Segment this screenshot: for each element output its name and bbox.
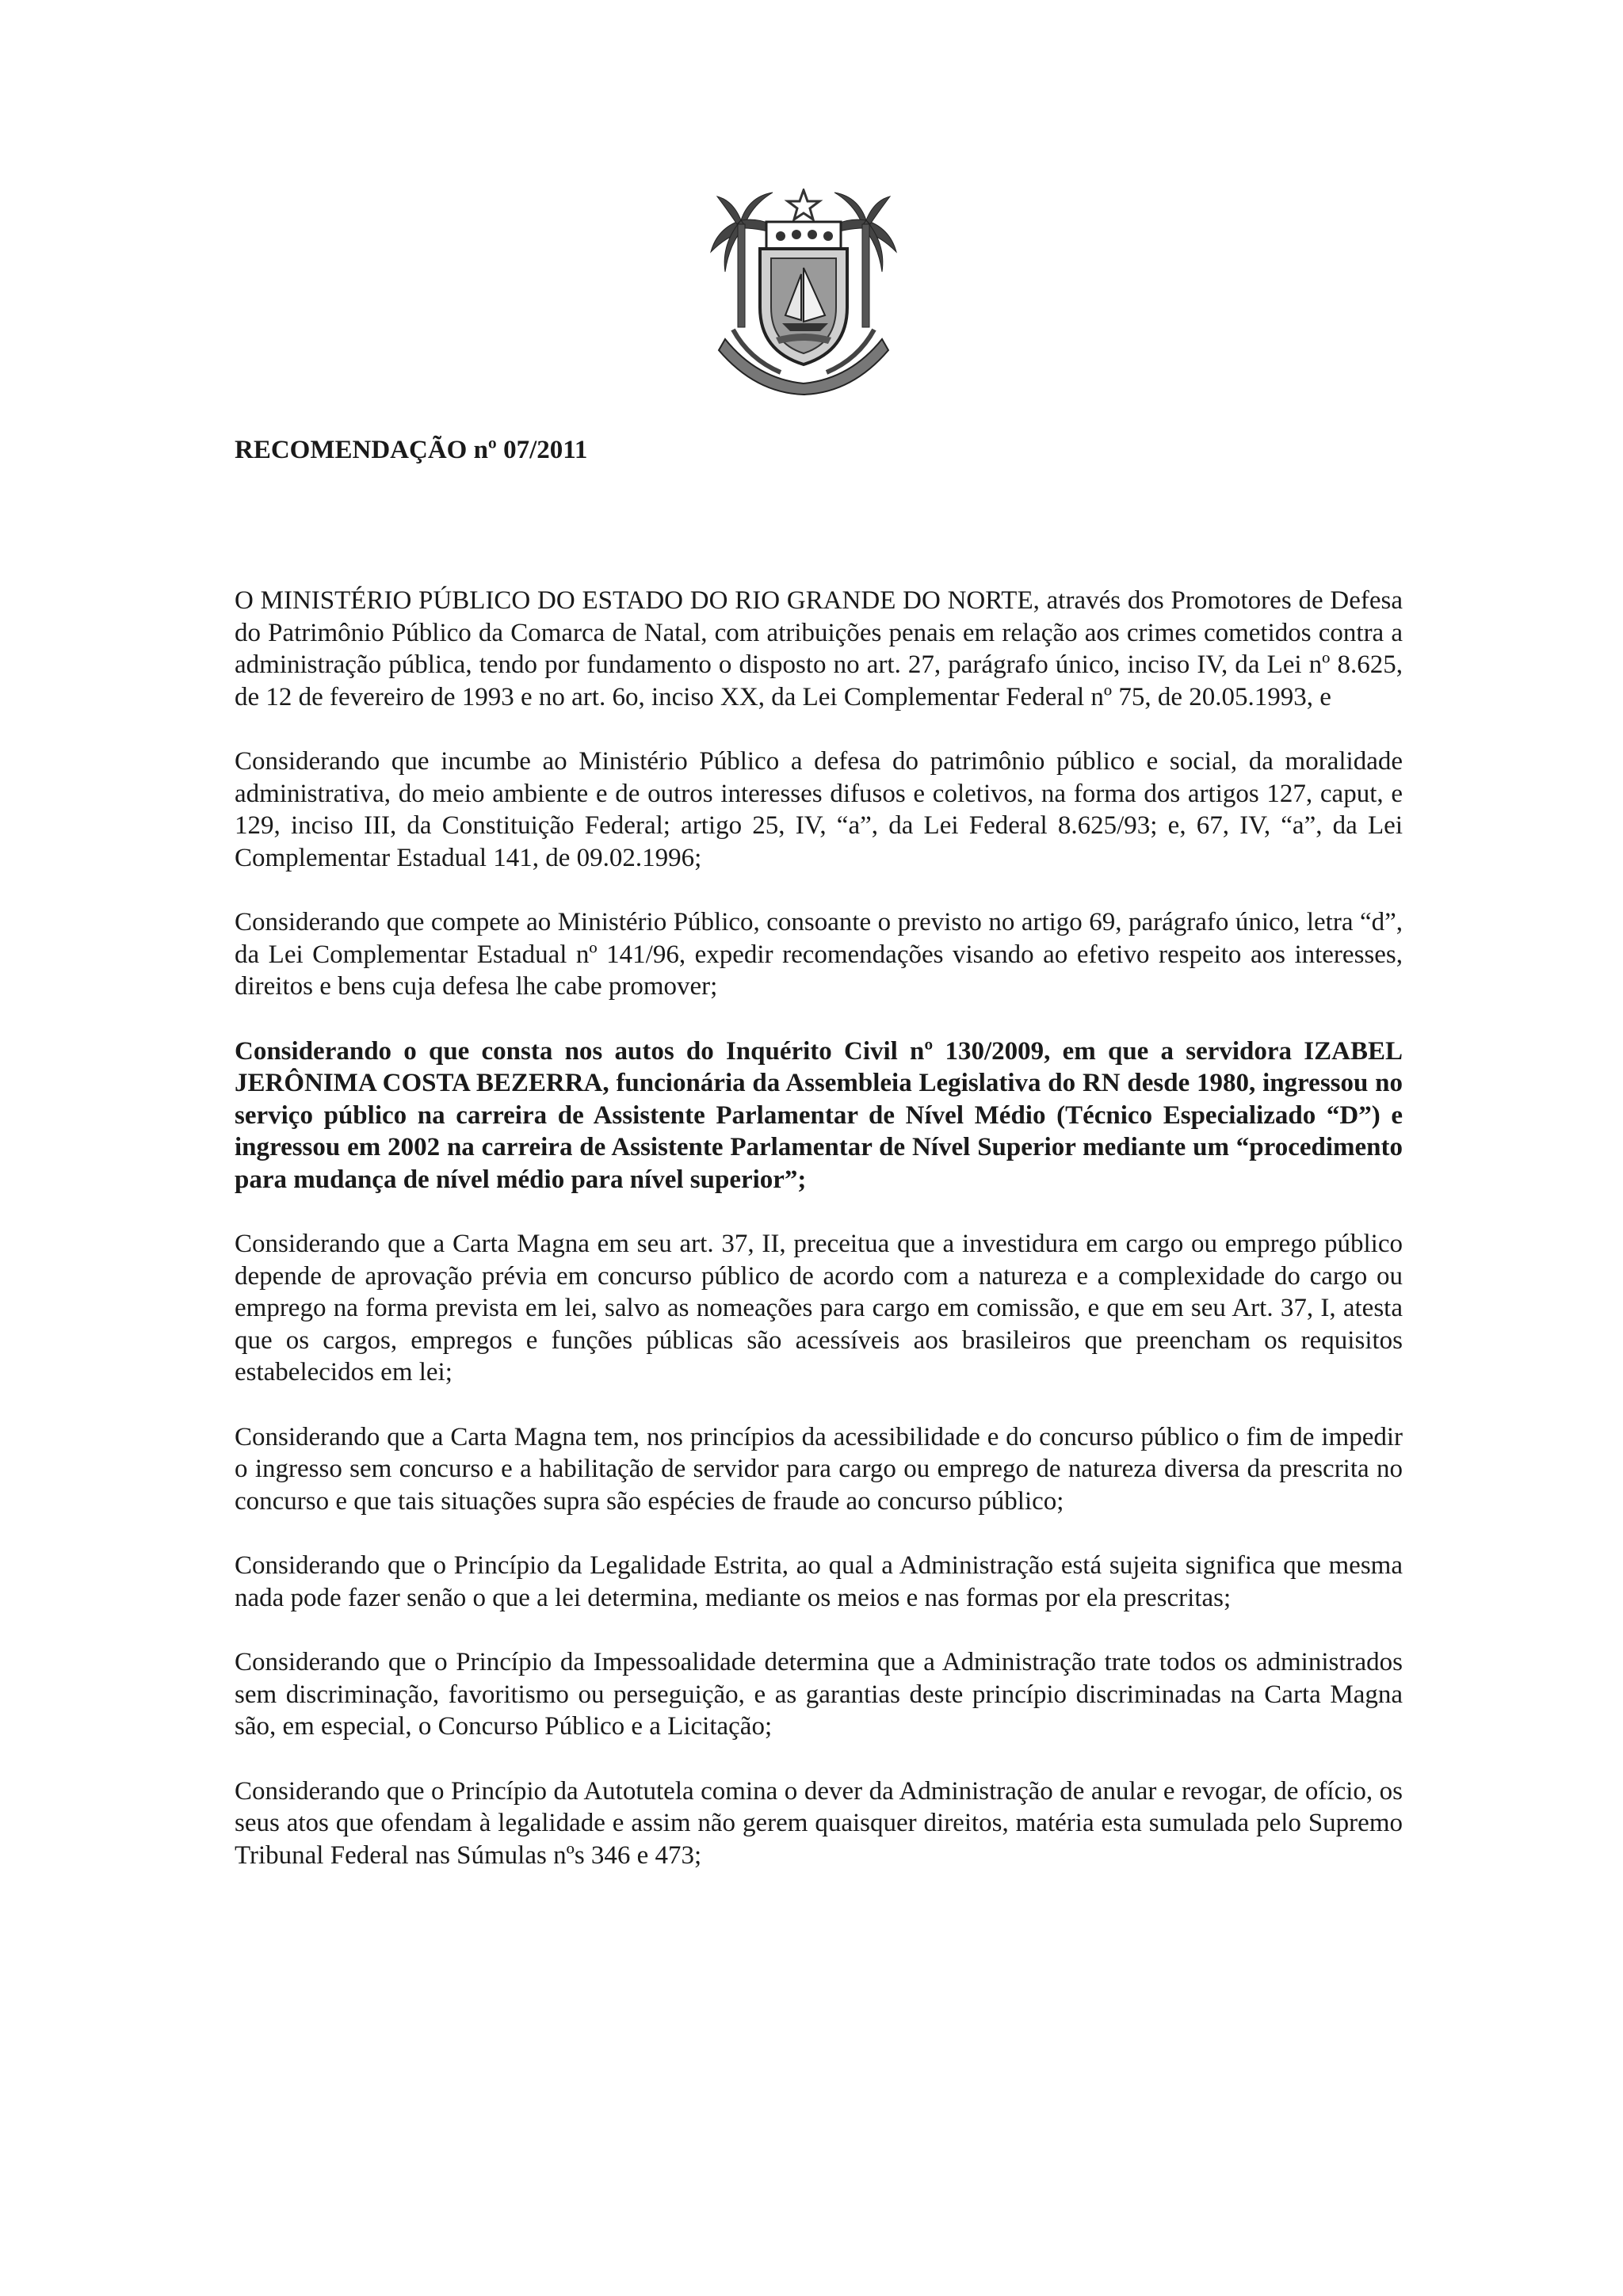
considerando-paragraph-highlighted: Considerando o que consta nos autos do Inquérito Civil nº 130/2009, em que a servidora IZABEL JERÔNIMA COSTA BEZERRA, funcionária da Assembleia Legislativa do RN desde 1980, ingressou no serviço público na carreira de Assistente Parlamentar de Nível Médio (Técnico Especializado “D”) e ingressou em 2002 na carreira de Assistente Parlamentar de Nível Superior mediante um “procedimento para mudança de nível médio para nível superior”;: [235, 1036, 1403, 1194]
considerando-paragraph: Considerando que incumbe ao Ministério Público a defesa do patrimônio público e social, da moralidade administrativa, do meio ambiente e de outros interesses difusos e coletivos, na forma dos artigos 127, caput, e 129, inciso III, da Constituição Federal; artigo 25, IV, “a”, da Lei Federal 8.625/93; e, 67, IV, “a”, da Lei Complementar Estadual 141, de 09.02.1996;: [235, 747, 1403, 872]
preamble-paragraph: O MINISTÉRIO PÚBLICO DO ESTADO DO RIO GRANDE DO NORTE, através dos Promotores de Defesa do Patrimônio Público da Comarca de Natal, com atribuições penais em relação aos crimes cometidos contra a administração pública, tendo por fundamento o disposto no art. 27, parágrafo único, inciso IV, da Lei nº 8.625, de 12 de fevereiro de 1993 e no art. 6o, inciso XX, da Lei Complementar Federal nº 75, de 20.05.1993, e: [235, 586, 1403, 711]
considerando-paragraph: Considerando que o Princípio da Impessoalidade determina que a Administração trate todos os administrados sem discriminação, favoritismo ou perseguição, e as garantias deste princípio discriminadas na Carta Magna são, em especial, o Concurso Público e a Licitação;: [235, 1648, 1403, 1741]
considerando-paragraph: Considerando que a Carta Magna tem, nos princípios da acessibilidade e do concurso público o fim de impedir o ingresso sem concurso e a habilitação de servidor para cargo ou emprego de natureza diversa da prescrita no concurso e que tais situações supra são espécies de fraude ao concurso público;: [235, 1422, 1403, 1516]
document-body: [235, 434, 1403, 1904]
document-title: RECOMENDAÇÃO nº 07/2011: [235, 436, 588, 464]
considerando-paragraph: Considerando que a Carta Magna em seu art. 37, II, preceitua que a investidura em cargo ou emprego público depende de aprovação prévia em concurso público de acordo com a natureza e a complexidade do cargo ou emprego na forma prevista em lei, salvo as nomeações para cargo em comissão, e que em seu Art. 37, I, atesta que os cargos, empregos e funções públicas são acessíveis aos brasileiros que preencham os requisitos estabelecidos em lei;: [235, 1230, 1403, 1386]
considerando-paragraph: Considerando que compete ao Ministério Público, consoante o previsto no artigo 69, parágrafo único, letra “d”, da Lei Complementar Estadual nº 141/96, expedir recomendações visando ao efetivo respeito aos interesses, direitos e bens cuja defesa lhe cabe promover;: [235, 908, 1403, 1001]
coat-of-arms-icon: [709, 189, 898, 396]
considerando-paragraph: Considerando que o Princípio da Autotutela comina o dever da Administração de anular e revogar, de ofício, os seus atos que ofendam à legalidade e assim não gerem quaisquer direitos, matéria esta sumulada pelo Supremo Tribunal Federal nas Súmulas nºs 346 e 473;: [235, 1776, 1403, 1870]
considerando-paragraph: Considerando que o Princípio da Legalidade Estrita, ao qual a Administração está sujeita significa que mesma nada pode fazer senão o que a lei determina, mediante os meios e nas formas por ela prescritas;: [235, 1551, 1403, 1612]
